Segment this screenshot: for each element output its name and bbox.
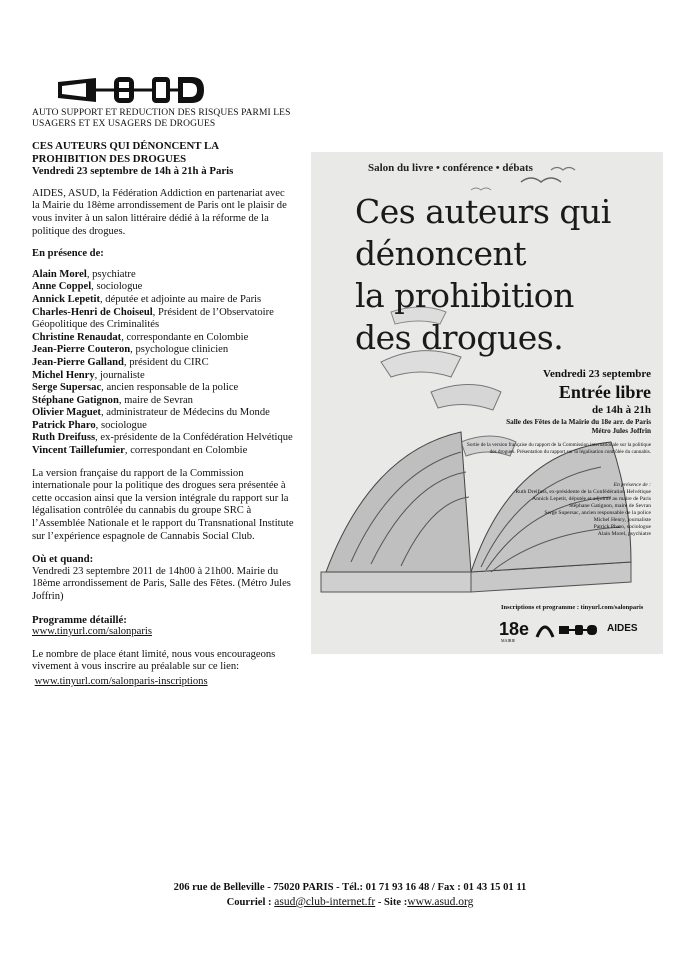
where-text: Vendredi 23 septembre 2011 de 14h00 à 21h00. Mairie du 18ème arrondissement de Paris, Salle des Fêtes. (Métro Jules Joffrin) [32, 565, 291, 602]
poster-presence-title: En présence de : [613, 482, 651, 488]
inscription-link[interactable]: www.tinyurl.com/salonparis-inscriptions [34, 675, 208, 687]
poster-presence [461, 482, 651, 538]
title-line-3: Vendredi 23 septembre de 14h à 21h à Paris [32, 165, 234, 178]
poster-presence-item: Annick Lepetit, députée et adjointe au maire de Paris [532, 496, 651, 502]
asud-small-logo-icon [559, 623, 599, 637]
poster-presence-item: Michel Henry, journaliste [593, 517, 651, 523]
places-text: Le nombre de place étant limité, nous vous encourageons vivement à vous inscrire au préalable sur ce lien: [32, 648, 276, 673]
where-heading: Où et quand: [32, 553, 94, 566]
poster-place [491, 418, 651, 436]
title-line-2: PROHIBITION DES DROGUES [32, 152, 187, 165]
poster-place-line: Salle des Fêtes de la Mairie du 18e arr. de Paris [506, 418, 651, 426]
person-item: Anne Coppel, sociologue [32, 281, 143, 293]
footer [0, 880, 700, 910]
intro-paragraph: AIDES, ASUD, la Fédération Addiction en partenariat avec la Mairie du 18ème arrondissement de Paris ont le plaisir de vous inviter à un salon littéraire dédié à la réforme de la politique des drogues. [32, 187, 287, 237]
poster-title-line-3: la prohibition [355, 276, 574, 315]
title-line-1: CES AUTEURS QUI DÉNONCENT LA [32, 140, 219, 152]
poster-top-line: Salon du livre • conférence • débats [368, 162, 533, 174]
poster-title-line-2: dénoncent [355, 234, 527, 273]
person-item: Jean-Pierre Galland, président du CIRC [32, 356, 209, 368]
email-link[interactable]: asud@club-internet.fr [274, 896, 376, 908]
person-item: Serge Supersac, ancien responsable de la police [32, 382, 239, 394]
person-item: Olivier Maguet, administrateur de Médecins du Monde [32, 407, 270, 419]
presence-heading: En présence de: [32, 248, 104, 260]
logo-18e: 18e [499, 619, 530, 639]
site-link[interactable]: www.asud.org [407, 896, 474, 908]
org-line-1: AUTO SUPPORT ET REDUCTION DES RISQUES PARMI LES [32, 108, 291, 118]
organization-name [32, 108, 332, 130]
poster-presence-item: Patrick Pharo, sociologue [593, 524, 651, 530]
poster-presence-item: Stéphane Gatignon, maire de Sevran [569, 503, 651, 509]
footer-address: 206 rue de Belleville - 75020 PARIS - Tél.: 01 71 93 16 48 / Fax : 01 43 15 01 11 [173, 882, 527, 893]
person-item: Charles-Henri de Choiseul, Président de l’Observatoire Géopolitique des Criminalités [32, 306, 274, 331]
person-item: Jean-Pierre Couteron, psychologue clinicien [32, 344, 229, 356]
poster-date: Vendredi 23 septembre [543, 368, 651, 380]
asud-logo [56, 72, 206, 108]
poster-presence-item: Alain Morel, psychiatre [597, 531, 651, 537]
poster-hours: de 14h à 21h [592, 404, 651, 416]
person-item: Alain Morel, psychiatre [32, 268, 136, 280]
poster-partner-logos [499, 617, 649, 645]
poster-title-line-4: des drogues. [355, 318, 564, 357]
person-item: Ruth Dreifuss, ex-présidente de la Confédération Helvétique [32, 432, 293, 444]
footer-contact [0, 895, 700, 910]
site-label: - Site : [375, 897, 408, 908]
poster-inscriptions: Inscriptions et programme : tinyurl.com/salonparis [501, 604, 644, 611]
person-item: Michel Henry, journaliste [32, 369, 145, 381]
programme-heading: Programme détaillé: [32, 613, 127, 626]
event-poster [311, 152, 663, 654]
person-item: Stéphane Gatignon, maire de Sevran [32, 394, 193, 406]
article-column [32, 140, 294, 699]
programme-link[interactable]: www.tinyurl.com/salonparis [32, 626, 152, 638]
federation-logo-icon [535, 621, 555, 639]
person-item: Patrick Pharo, sociologue [32, 419, 147, 431]
report-paragraph: La version française du rapport de la Commission internationale pour la politique des drogues sera présentée à cette occasion ainsi que la version intégrale du rapport sur la légalisation contrôlée du cannabis du groupe SRC à l’Assemblée Nationale et le rapport du Transnational Institute sur l’expérience espagnole de Cannabis Social Club. [32, 467, 294, 542]
poster-presence-item: Ruth Dreifuss, ex-présidente de la Confédération Helvétique [515, 489, 651, 495]
poster-presence-item: Serge Supersac, ancien responsable de la police [544, 510, 651, 516]
person-item: Vincent Taillefumier, correspondant en Colombie [32, 445, 248, 457]
poster-title-line-1: Ces auteurs qui [355, 192, 611, 231]
person-item: Annick Lepetit, députée et adjointe au maire de Paris [32, 293, 262, 305]
poster-metro: Métro Jules Joffrin [591, 427, 651, 435]
logo-mairie: MAIRIE [501, 638, 516, 643]
person-item: Christine Renaudat, correspondante en Colombie [32, 331, 249, 343]
poster-sortie-text: Sortie de la version française du rapport de la Commission internationale sur la politique des drogues. Présentation du rapport sur la légalisation contrôlée du cannabis. [467, 442, 651, 455]
logo-aides: AIDES [607, 623, 638, 634]
article-title [32, 140, 294, 178]
poster-entree: Entrée libre [558, 382, 651, 402]
org-line-2: USAGERS ET EX USAGERS DE DROGUES [32, 119, 216, 129]
people-list [32, 269, 294, 458]
courriel-label: Courriel : [226, 897, 275, 908]
